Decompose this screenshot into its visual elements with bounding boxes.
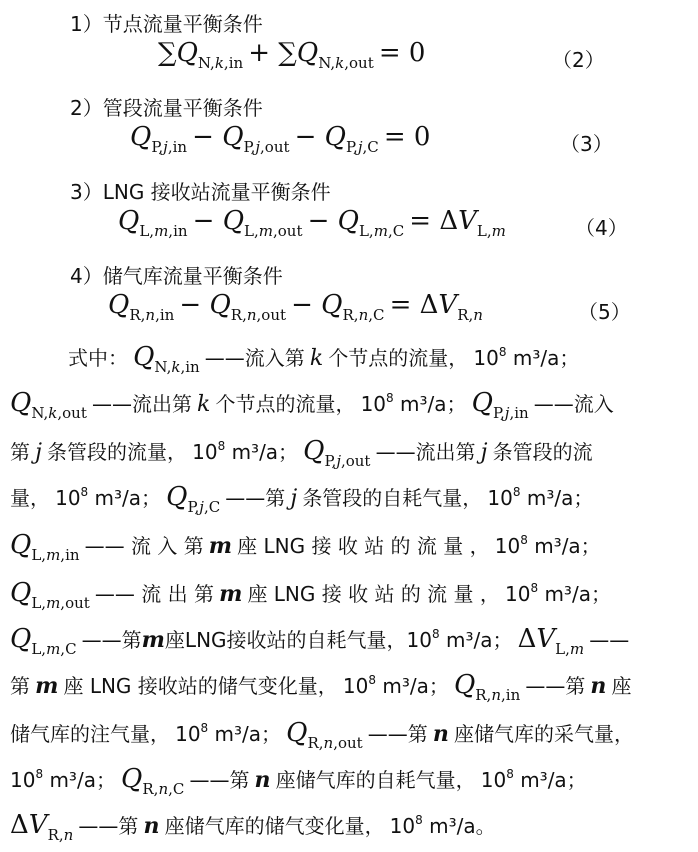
def-2-text: ——流出第 [91,392,192,416]
def-4c-text: 量， [10,486,50,510]
def-line-2 [0,384,698,430]
equation-2 [0,34,698,80]
equation-2-number: （2） [552,48,605,72]
def-3-text: ——流入 [533,392,614,416]
unit-text: m³/a； [400,392,467,416]
def-line-9 [0,714,698,760]
def-line-8 [0,666,698,712]
def-10-text: ——第 [525,674,586,698]
def-11b-text: 座储气库的采气量， [453,722,634,746]
intro-text: 式中： [68,346,128,370]
def-1b-text: 个节点的流量， [328,346,469,370]
def-12-text: ——第 [189,768,250,792]
equation-5 [0,286,698,332]
unit-text: m³/a； [534,534,601,558]
unit-text: m³/a； [231,440,299,464]
equation-5-number: （5） [578,300,631,324]
def-line-1-content: 式中： QN,k,in ——流入第 k 个节点的流量， $10^8$ m³/a； [68,342,580,376]
def-1-text: ——流入第 [204,346,305,370]
def-10c-text: 储气库的注气量， [10,722,170,746]
def-8-text: ——第 [81,628,142,652]
def-line-4-content: 量， $10^8$ m³/a； QP,j,C ——第 j 条管段的自耗气量， $10^8$ m³/a； [10,482,594,516]
unit-text: m³/a； [382,674,449,698]
heading-1-text: 1）节点流量平衡条件 [70,12,263,36]
heading-2-text: 2）管段流量平衡条件 [70,96,263,120]
unit-text: m³/a； [512,346,580,370]
def-line-1 [0,338,698,384]
def-line-7-content: QL,m,C ——第m座LNG接收站的自耗气量，$10^8$ m³/a； ΔVL,m —— [10,624,630,658]
def-line-2-content: QN,k,out ——流出第 k 个节点的流量， $10^8$ m³/a； QP,j,in ——流入 [10,388,614,422]
def-6-text: —— 流 入 第 [84,534,204,558]
def-9b-text: 第 [10,674,30,698]
unit-text: m³/a； [526,486,594,510]
def-line-8-content: 第 m 座 LNG 接收站的储气变化量， $10^8$ m³/a； QR,n,in ——第 n 座 [10,670,632,704]
equation-3-number: （3） [560,132,613,156]
def-5-text: ——第 [225,486,286,510]
def-line-10 [0,760,698,806]
def-12b-text: 座储气库的自耗气量， [275,768,476,792]
heading-4-text: 4）储气库流量平衡条件 [70,264,283,288]
def-9-text: —— [589,628,630,652]
def-4-text: ——流出第 [375,440,476,464]
unit-text: m³/a； [445,628,513,652]
def-8b-text: 座LNG接收站的自耗气量， [164,628,407,652]
equation-5-formula: QR,n,in − QR,n,out − QR,n,C = ΔVR,n [108,290,483,324]
unit-end-text: m³/a。 [429,814,496,838]
def-3c-text: 条管段的流量， [47,440,188,464]
unit-text: m³/a； [520,768,587,792]
def-10b-text: 座 [611,674,632,698]
def-line-5 [0,526,698,572]
def-3b-text: 第 [10,440,30,464]
def-7-text: —— 流 出 第 [94,582,214,606]
def-line-5-content: QL,m,in —— 流 入 第 m 座 LNG 接 收 站 的 流 量 ， $10^8$ m³/a； [10,530,601,564]
equation-3-formula: QP,j,in − QP,j,out − QP,j,C = 0 [130,122,431,156]
equation-4 [0,202,698,248]
def-line-10-content: $10^8$ m³/a； QR,n,C ——第 n 座储气库的自耗气量， $10^8$ m³/a； [10,764,587,798]
heading-3-text: 3）LNG 接收站流量平衡条件 [70,180,331,204]
def-9c-text: 座 LNG 接收站的储气变化量， [63,674,338,698]
def-line-4 [0,478,698,524]
def-6b-text: 座 LNG 接 收 站 的 流 量 ， [237,534,490,558]
def-line-7 [0,620,698,666]
unit-text: m³/a； [544,582,611,606]
unit-text: m³/a； [94,486,162,510]
def-4b-text: 条管段的流 [492,440,593,464]
unit-text: m³/a； [214,722,282,746]
equation-2-formula: ∑QN,k,in + ∑QN,k,out = 0 [158,38,426,72]
def-13-text: ——第 [78,814,139,838]
equation-3 [0,118,698,164]
def-line-9-content: 储气库的注气量， $10^8$ m³/a； QR,n,out ——第 n 座储气库的采气量， [10,718,634,752]
def-line-11-content: ΔVR,n ——第 n 座储气库的储气变化量， $10^8$ m³/a。 [10,810,496,844]
def-line-3 [0,432,698,478]
def-11-text: ——第 [367,722,428,746]
def-7b-text: 座 LNG 接 收 站 的 流 量 ， [247,582,500,606]
def-2b-text: 个节点的流量， [215,392,356,416]
unit-text: m³/a； [49,768,116,792]
def-line-3-content: 第 j 条管段的流量， $10^8$ m³/a； QP,j,out ——流出第 j 条管段的流 [10,436,593,470]
def-line-6 [0,574,698,620]
def-13b-text: 座储气库的储气变化量， [164,814,385,838]
def-line-6-content: QL,m,out —— 流 出 第 m 座 LNG 接 收 站 的 流 量 ， $10^8$ m³/a； [10,578,611,612]
equation-4-number: （4） [575,216,628,240]
def-5b-text: 条管段的自耗气量， [302,486,483,510]
def-line-11 [0,806,698,852]
equation-4-formula: QL,m,in − QL,m,out − QL,m,C = ΔVL,m [118,206,506,240]
